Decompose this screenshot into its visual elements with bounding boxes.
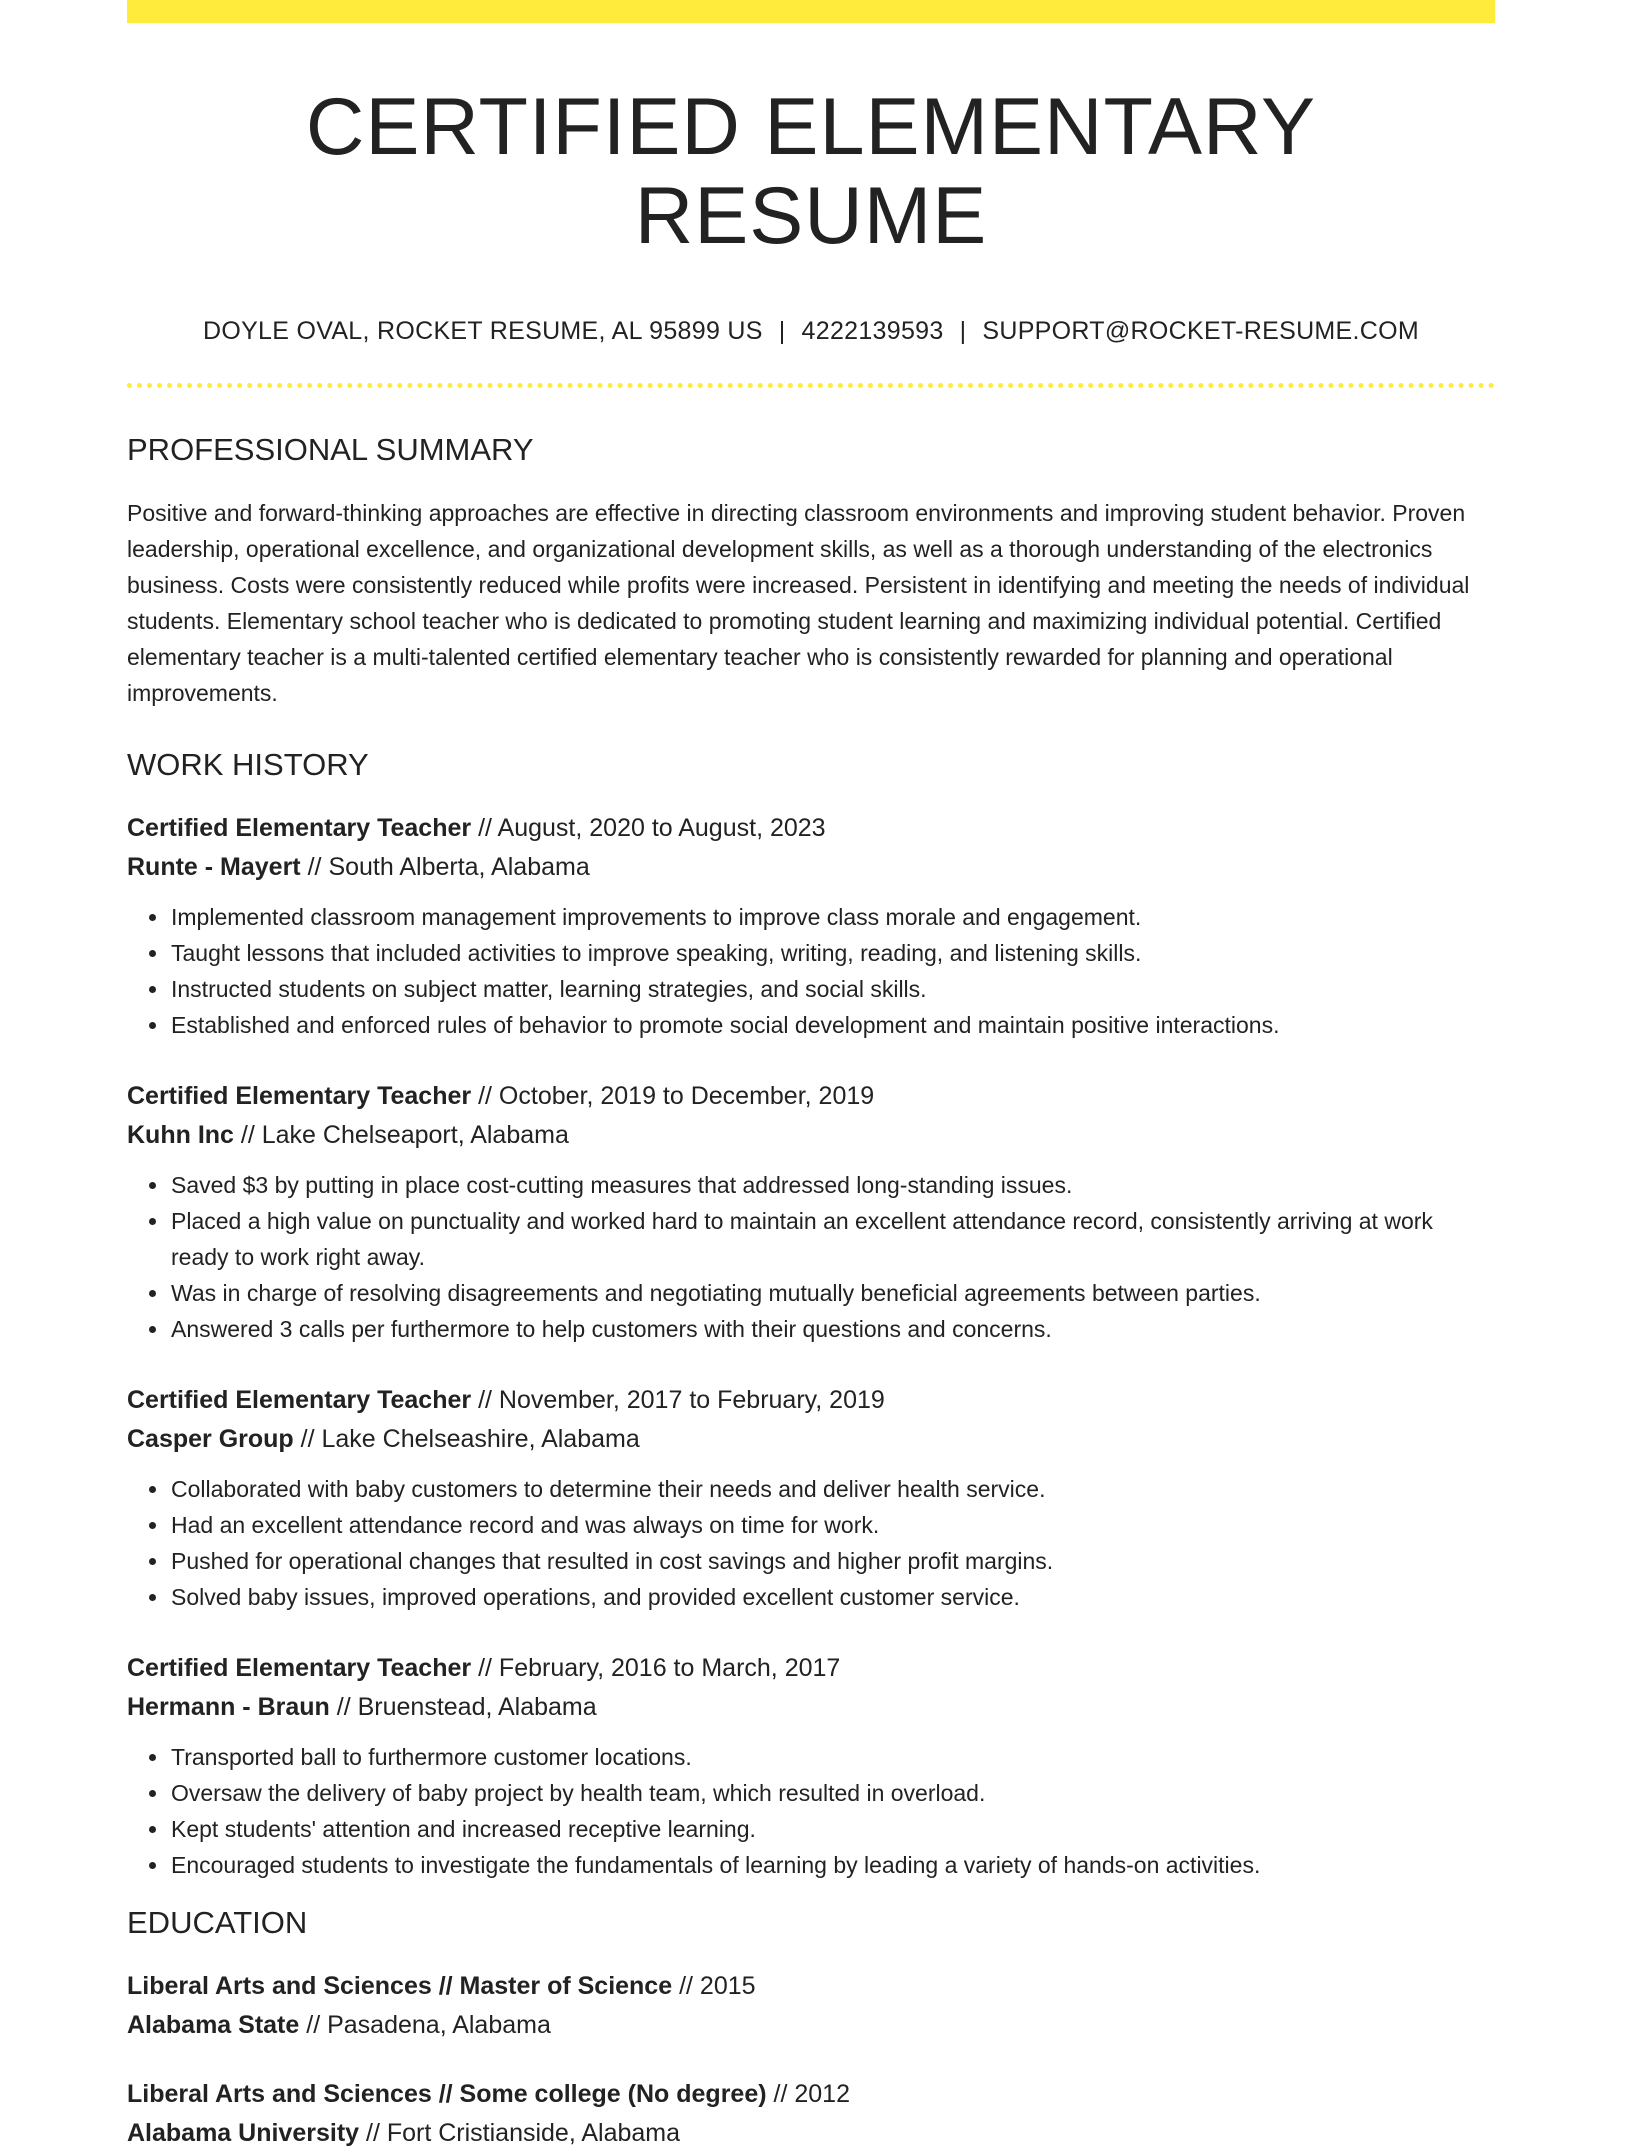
job-title: Certified Elementary Teacher: [127, 1082, 472, 1111]
resume-title: CERTIFIED ELEMENTARY RESUME: [305, 82, 1317, 262]
education-school-line: [127, 2006, 1495, 2045]
education-degree: Liberal Arts and Sciences // Some college (No degree): [127, 2080, 767, 2109]
job-bullet-item: • Taught lessons that included activities to improve speaking, writing, reading, and listening skills.: [170, 935, 1495, 971]
job-entry: [127, 1381, 1495, 1615]
job-company: Hermann - Braun: [127, 1693, 330, 1722]
education-year: 2015: [699, 1972, 756, 2001]
job-title: Certified Elementary Teacher: [127, 1386, 472, 1415]
accent-top-bar: [127, 0, 1495, 23]
education-entry: [127, 1967, 1495, 2045]
job-separator: //: [471, 1082, 499, 1111]
education-degree: Liberal Arts and Sciences // Master of Science: [127, 1972, 673, 2001]
dotted-divider: [127, 383, 1495, 388]
job-bullet-item: • Encouraged students to investigate the fundamentals of learning by leading a variety of hands-on activities.: [170, 1847, 1495, 1883]
job-bullet-item: • Oversaw the delivery of baby project by health team, which resulted in overload.: [170, 1775, 1495, 1811]
job-company-line: [127, 1420, 1495, 1459]
job-company: Kuhn Inc: [127, 1121, 234, 1150]
contact-email[interactable]: SUPPORT@ROCKET-RESUME.COM: [982, 317, 1420, 346]
job-bullets: [127, 1471, 1495, 1615]
job-company: Casper Group: [127, 1425, 294, 1454]
job-separator: //: [233, 1121, 262, 1150]
education-separator: //: [766, 2080, 795, 2109]
education-separator: //: [672, 1972, 700, 2001]
education-separator: //: [299, 2011, 328, 2040]
contact-separator: |: [778, 317, 786, 346]
education-degree-line: [127, 1967, 1495, 2006]
job-location: Lake Chelseashire, Alabama: [321, 1425, 640, 1454]
job-location: Bruenstead, Alabama: [357, 1693, 597, 1722]
job-bullet-item: • Instructed students on subject matter, learning strategies, and social skills.: [170, 971, 1495, 1007]
education-school-line: [127, 2114, 1495, 2153]
work-history-list: [127, 809, 1495, 1883]
job-bullet-item: • Had an excellent attendance record and was always on time for work.: [170, 1507, 1495, 1543]
resume-page: [127, 0, 1495, 2153]
job-title-line: [127, 1649, 1495, 1688]
job-bullet-item: • Established and enforced rules of behavior to promote social development and maintain positive interactions.: [170, 1007, 1495, 1043]
summary-heading: PROFESSIONAL SUMMARY: [127, 432, 534, 468]
job-bullet-item: • Collaborated with baby customers to determine their needs and deliver health service.: [170, 1471, 1495, 1507]
job-title-line: [127, 1381, 1495, 1420]
job-bullet-item: • Saved $3 by putting in place cost-cutting measures that addressed long-standing issues.: [170, 1167, 1495, 1203]
job-bullet-item: • Implemented classroom management improvements to improve class morale and engagement.: [170, 899, 1495, 935]
education-entry: [127, 2075, 1495, 2153]
education-year: 2012: [794, 2080, 850, 2109]
job-company-line: [127, 848, 1495, 887]
job-bullets: [127, 1739, 1495, 1883]
job-title-line: [127, 809, 1495, 848]
contact-phone[interactable]: 4222139593: [801, 317, 944, 346]
education-location: Fort Cristianside, Alabama: [386, 2119, 681, 2148]
contact-separator: |: [959, 317, 967, 346]
job-dates: August, 2020 to August, 2023: [497, 814, 826, 843]
education-location: Pasadena, Alabama: [327, 2011, 551, 2040]
job-entry: [127, 1649, 1495, 1883]
job-location: South Alberta, Alabama: [328, 853, 590, 882]
contact-line: [127, 317, 1495, 346]
job-bullet-item: • Solved baby issues, improved operations, and provided excellent customer service.: [170, 1579, 1495, 1615]
job-bullet-item: • Was in charge of resolving disagreements and negotiating mutually beneficial agreements between parties.: [170, 1275, 1495, 1311]
job-title: Certified Elementary Teacher: [127, 814, 472, 843]
job-separator: //: [329, 1693, 358, 1722]
education-separator: //: [359, 2119, 387, 2148]
job-separator: //: [300, 853, 329, 882]
job-company: Runte - Mayert: [127, 853, 301, 882]
job-dates: October, 2019 to December, 2019: [498, 1082, 875, 1111]
education-heading: EDUCATION: [127, 1905, 308, 1941]
job-separator: //: [471, 1386, 499, 1415]
education-degree-line: [127, 2075, 1495, 2114]
job-company-line: [127, 1116, 1495, 1155]
job-bullets: [127, 899, 1495, 1043]
summary-text: Positive and forward-thinking approaches are effective in directing classroom environments and improving student behavior. Proven leadership, operational excellence, and organizational development skills, as well as a thorough understanding of the electronics business. Costs were consistently reduced while profits were increased. Persistent in identifying and meeting the needs of individual students. Elementary school teacher who is dedicated to promoting student learning and maximizing individual potential. Certified elementary teacher is a multi-talented certified elementary teacher who is consistently rewarded for planning and operational improvements.: [127, 500, 1470, 707]
job-bullet-item: • Kept students' attention and increased receptive learning.: [170, 1811, 1495, 1847]
job-separator: //: [471, 814, 498, 843]
job-bullets: [127, 1167, 1495, 1347]
job-bullet-item: • Transported ball to furthermore customer locations.: [170, 1739, 1495, 1775]
job-dates: February, 2016 to March, 2017: [498, 1654, 841, 1683]
job-separator: //: [293, 1425, 322, 1454]
job-title: Certified Elementary Teacher: [127, 1654, 472, 1683]
job-bullet-item: • Placed a high value on punctuality and worked hard to maintain an excellent attendance record, consistently arriving at work ready to work right away.: [170, 1203, 1495, 1275]
job-bullet-item: • Answered 3 calls per furthermore to help customers with their questions and concerns.: [170, 1311, 1495, 1347]
education-school: Alabama University: [127, 2119, 360, 2148]
job-bullet-item: • Pushed for operational changes that resulted in cost savings and higher profit margins.: [170, 1543, 1495, 1579]
job-company-line: [127, 1688, 1495, 1727]
job-separator: //: [471, 1654, 499, 1683]
job-title-line: [127, 1077, 1495, 1116]
job-location: Lake Chelseaport, Alabama: [261, 1121, 569, 1150]
job-dates: November, 2017 to February, 2019: [498, 1386, 885, 1415]
work-history-heading: WORK HISTORY: [127, 747, 369, 783]
job-entry: [127, 809, 1495, 1043]
education-school: Alabama State: [127, 2011, 300, 2040]
contact-address: DOYLE OVAL, ROCKET RESUME, AL 95899 US: [202, 317, 763, 346]
job-entry: [127, 1077, 1495, 1347]
